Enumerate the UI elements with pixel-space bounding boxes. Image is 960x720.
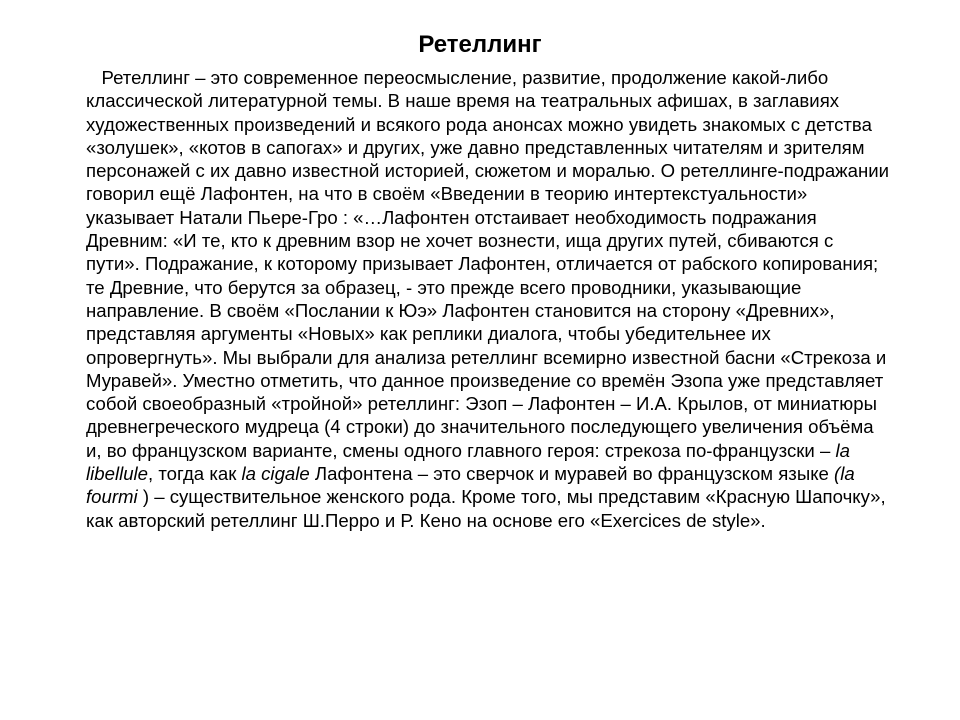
text-run: Лафонтена – это сверчок и муравей во французском языке <box>309 463 835 485</box>
text-line: классической литературной темы. В наше время на театральных афишах, в заглавиях <box>86 90 840 112</box>
italic-term: fourmi <box>86 486 138 508</box>
text-line: художественных произведений и всякого рода анонсах можно увидеть знакомых с детства <box>86 113 872 135</box>
text-line: указывает Натали Пьере-Гро : «…Лафонтен отстаивает необходимость подражания <box>86 206 817 228</box>
text-line: Муравей». Уместно отметить, что данное произведение со времён Эзопа уже представляет <box>86 369 884 391</box>
italic-term: la <box>835 439 850 461</box>
text-line: Древним: «И те, кто к древним взор не хочет вознести, ища других путей, сбиваются с <box>86 230 834 252</box>
text-run: и, во французском варианте, смены одного главного героя: стрекоза по-французски – <box>86 439 831 461</box>
text-line: древнегреческого мудреца (4 строки) до значительного последующего увеличения объёма <box>86 416 874 438</box>
italic-term: libellule <box>86 463 149 485</box>
text-line: «золушек», «котов в сапогах» и других, уже давно представленных читателям и зрителям <box>86 136 865 158</box>
italic-term: (la <box>834 463 855 485</box>
text-line: опровергнуть». Мы выбрали для анализа ретеллинг всемирно известной басни «Стрекоза и <box>86 346 887 368</box>
text-line <box>86 462 936 485</box>
text-line: говорил ещё Лафонтен, на что в своём «Введении в теорию интертекстуальности» <box>86 183 808 205</box>
text-run: , тогда как <box>148 463 242 485</box>
text-line: собой своеобразный «тройной» ретеллинг: Эзоп – Лафонтен – И.А. Крылов, от миниатюры <box>86 393 877 415</box>
slide-title: Ретеллинг <box>418 31 542 58</box>
text-run: ) – существительное женского рода. Кроме того, мы представим «Красную Шапочку», <box>137 486 886 508</box>
text-line: пути». Подражание, к которому призывает Лафонтен, отличается от рабского копирования; <box>86 253 879 275</box>
text-line: те Древние, что берутся за образец, - это прежде всего проводники, указывающие <box>86 276 802 298</box>
text-line: направление. В своём «Послании к Юэ» Лафонтен становится на сторону «Древних», <box>86 299 835 321</box>
text-line <box>86 66 936 89</box>
italic-term: la cigale <box>241 463 310 485</box>
text-line-content: Ретеллинг – это современное переосмысление, развитие, продолжение какой-либо <box>101 67 829 88</box>
text-line: как авторский ретеллинг Ш.Перро и Р. Кено на основе его «Exercices de style». <box>86 509 766 531</box>
slide-body-text <box>86 66 936 532</box>
text-line <box>86 485 936 508</box>
text-line: представляя аргументы «Новых» как реплики диалога, чтобы убедительнее их <box>86 323 771 345</box>
text-line <box>86 439 936 462</box>
text-line: персонажей с их давно известной историей, сюжетом и моралью. О ретеллинге-подражании <box>86 160 890 182</box>
